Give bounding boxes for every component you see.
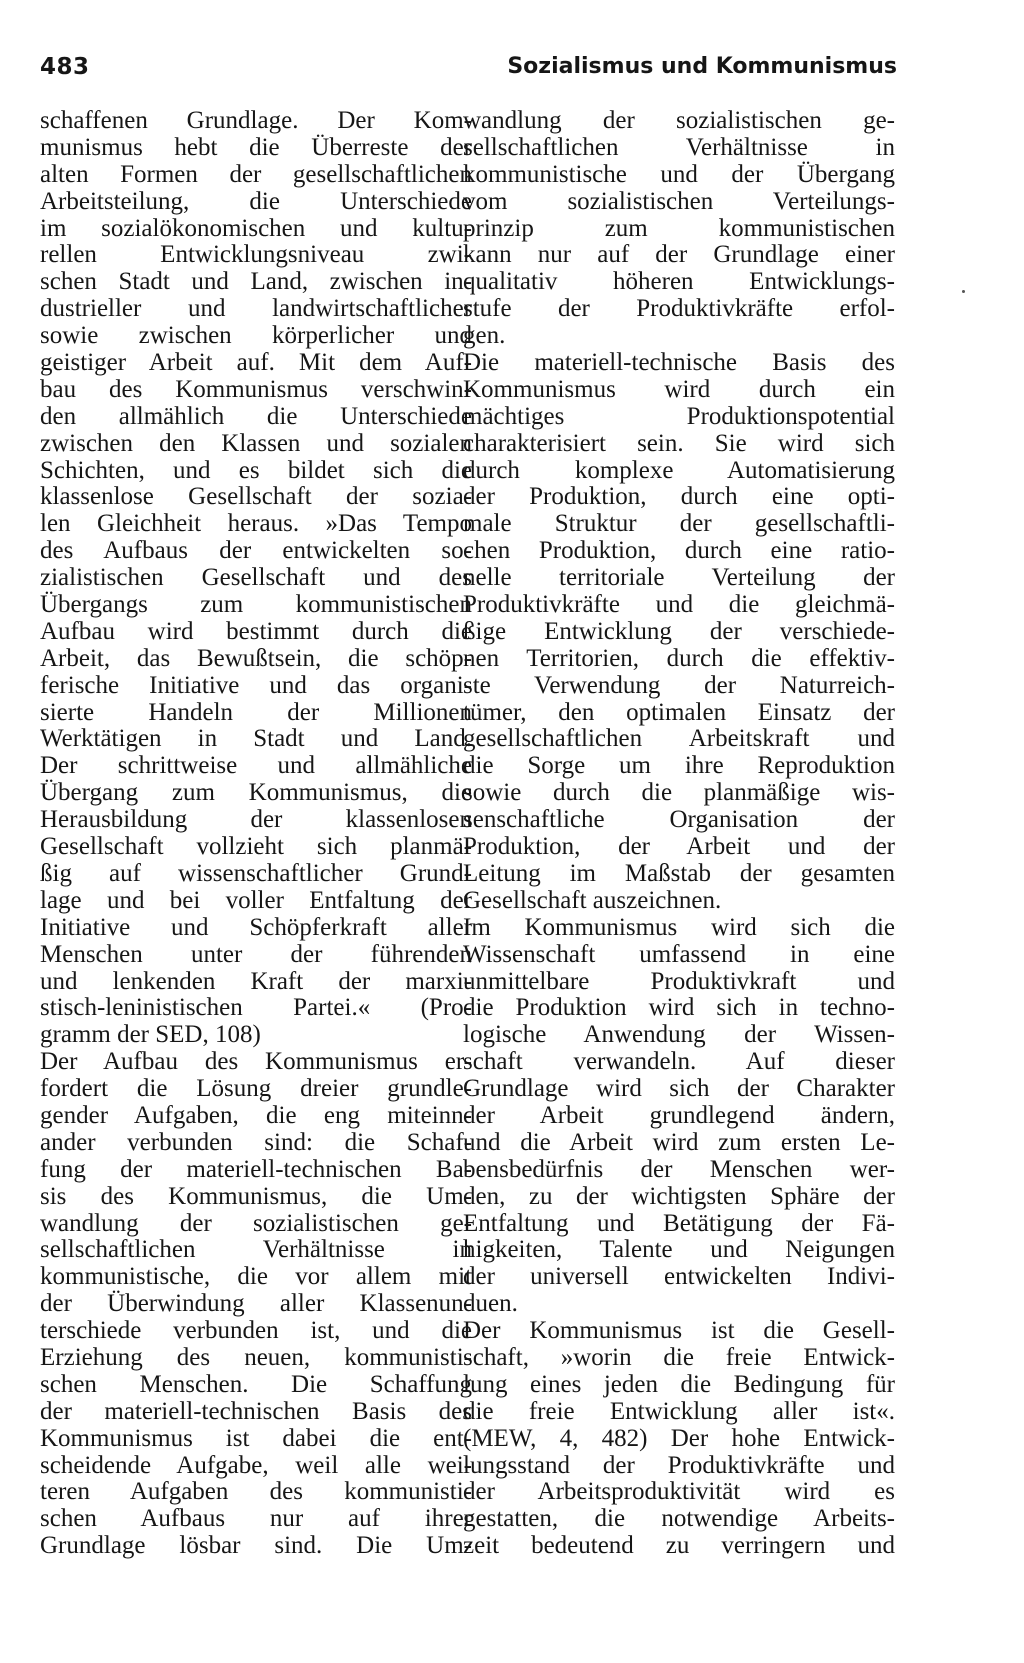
text-line: terschiede verbunden ist, und die <box>40 1317 472 1345</box>
text-line: die Produktion wird sich in techno- <box>463 994 895 1022</box>
text-line: der Arbeitsproduktivität wird es <box>463 1478 895 1506</box>
text-line: schen Menschen. Die Schaffung <box>40 1370 472 1398</box>
text-line: (MEW, 4, 482) Der hohe Entwick- <box>463 1424 895 1452</box>
text-line: kommunistische und der Übergang <box>463 160 895 188</box>
text-line: prinzip zum kommunistischen <box>463 214 895 242</box>
text-line: gesellschaftlichen Arbeitskraft und <box>463 725 895 753</box>
text-line: lage und bei voller Entfaltung der <box>40 886 472 914</box>
page-number: 483 <box>40 54 90 80</box>
text-line: die freie Entwicklung aller ist«. <box>463 1397 895 1425</box>
text-line: bau des Kommunismus verschwin- <box>40 375 472 403</box>
text-line: Erziehung des neuen, kommunisti- <box>40 1343 472 1371</box>
text-line: tümer, den optimalen Einsatz der <box>463 698 895 726</box>
text-line: ste Verwendung der Naturreich- <box>463 671 895 699</box>
text-line: der Produktion, durch eine opti- <box>463 483 895 511</box>
text-line: schaft verwandeln. Auf dieser <box>463 1048 895 1076</box>
text-line: Der Kommunismus ist die Gesell- <box>463 1317 895 1345</box>
right-column <box>463 108 895 1560</box>
text-line: Die materiell-technische Basis des <box>463 349 895 377</box>
text-line: Der schrittweise und allmähliche <box>40 752 472 780</box>
text-line: mächtiges Produktionspotential <box>463 402 895 430</box>
text-line: schen Stadt und Land, zwischen in- <box>40 268 472 296</box>
text-line: wandlung der sozialistischen ge- <box>40 1209 472 1237</box>
text-line: len Gleichheit heraus. »Das Tempo <box>40 510 472 538</box>
text-line: Der Aufbau des Kommunismus er- <box>40 1048 472 1076</box>
text-line: sellschaftlichen Verhältnisse in <box>40 1236 472 1264</box>
text-line: gestatten, die notwendige Arbeits- <box>463 1505 895 1533</box>
text-line: Wissenschaft umfassend in eine <box>463 940 895 968</box>
text-line: alten Formen der gesellschaftlichen <box>40 160 472 188</box>
text-line: der materiell-technischen Basis des <box>40 1397 472 1425</box>
text-line: Gesellschaft vollzieht sich planmä- <box>40 833 472 861</box>
text-line: nelle territoriale Verteilung der <box>463 564 895 592</box>
text-line: der Arbeit grundlegend ändern, <box>463 1101 895 1129</box>
text-line: Grundlage lösbar sind. Die Um- <box>40 1532 472 1560</box>
text-line: des Aufbaus der entwickelten so- <box>40 537 472 565</box>
text-line: gen. <box>463 322 506 350</box>
text-line: sellschaftlichen Verhältnisse in <box>463 133 895 161</box>
text-line: sowie durch die planmäßige wis- <box>463 779 895 807</box>
text-line: schen Aufbaus nur auf ihrer <box>40 1505 472 1533</box>
text-line: durch komplexe Automatisierung <box>463 456 895 484</box>
text-line: dustrieller und landwirtschaftlicher <box>40 295 472 323</box>
text-line: kann nur auf der Grundlage einer <box>463 241 895 269</box>
text-line: Menschen unter der führenden <box>40 940 472 968</box>
text-line: higkeiten, Talente und Neigungen <box>463 1236 895 1264</box>
text-line: unmittelbare Produktivkraft und <box>463 967 895 995</box>
text-line: lung eines jeden die Bedingung für <box>463 1370 895 1398</box>
text-line: Im Kommunismus wird sich die <box>463 913 895 941</box>
text-line: Arbeit, das Bewußtsein, die schöp- <box>40 644 472 672</box>
text-line: qualitativ höheren Entwicklungs- <box>463 268 895 296</box>
text-line: Leitung im Maßstab der gesamten <box>463 859 895 887</box>
text-line: Produktion, der Arbeit und der <box>463 833 895 861</box>
text-line: scheidende Aufgabe, weil alle wei- <box>40 1451 472 1479</box>
text-line: duen. <box>463 1290 518 1318</box>
text-line: klassenlose Gesellschaft der sozia- <box>40 483 472 511</box>
text-line: Kommunismus ist dabei die ent- <box>40 1424 472 1452</box>
text-line: geistiger Arbeit auf. Mit dem Auf- <box>40 349 472 377</box>
text-line: Initiative und Schöpferkraft aller <box>40 913 472 941</box>
text-line: Grundlage wird sich der Charakter <box>463 1075 895 1103</box>
text-line: der Überwindung aller Klassenun- <box>40 1290 472 1318</box>
text-line: lungsstand der Produktivkräfte und <box>463 1451 895 1479</box>
text-line: zialistischen Gesellschaft und des <box>40 564 472 592</box>
text-line: ferische Initiative und das organi- <box>40 671 472 699</box>
text-line: nen Territorien, durch die effektiv- <box>463 644 895 672</box>
text-line: den, zu der wichtigsten Sphäre der <box>463 1182 895 1210</box>
text-line: Entfaltung und Betätigung der Fä- <box>463 1209 895 1237</box>
text-line: charakterisiert sein. Sie wird sich <box>463 429 895 457</box>
left-column <box>40 108 472 1560</box>
text-line: fordert die Lösung dreier grundle- <box>40 1075 472 1103</box>
text-line: den allmählich die Unterschiede <box>40 402 472 430</box>
text-line: schaft, »worin die freie Entwick- <box>463 1343 895 1371</box>
text-line: zeit bedeutend zu verringern und <box>463 1532 895 1560</box>
text-line: ßige Entwicklung der verschiede- <box>463 617 895 645</box>
text-line: Übergang zum Kommunismus, die <box>40 779 472 807</box>
text-line: kommunistische, die vor allem mit <box>40 1263 472 1291</box>
text-line: Arbeitsteilung, die Unterschiede <box>40 187 472 215</box>
text-line: und lenkenden Kraft der marxi- <box>40 967 472 995</box>
text-line: vom sozialistischen Verteilungs- <box>463 187 895 215</box>
text-line: Schichten, und es bildet sich die <box>40 456 472 484</box>
text-line: senschaftliche Organisation der <box>463 806 895 834</box>
text-line: Produktivkräfte und die gleichmä- <box>463 591 895 619</box>
text-line: Kommunismus wird durch ein <box>463 375 895 403</box>
scan-speck <box>962 290 965 293</box>
text-line: der universell entwickelten Indivi- <box>463 1263 895 1291</box>
text-line: sierte Handeln der Millionen <box>40 698 472 726</box>
text-line: ander verbunden sind: die Schaf- <box>40 1128 472 1156</box>
running-title: Sozialismus und Kommunismus <box>507 54 897 79</box>
text-line: ßig auf wissenschaftlicher Grund- <box>40 859 472 887</box>
text-line: stisch-leninistischen Partei.« (Pro- <box>40 994 472 1022</box>
text-line: Aufbau wird bestimmt durch die <box>40 617 472 645</box>
text-line: und die Arbeit wird zum ersten Le- <box>463 1128 895 1156</box>
text-line: schaffenen Grundlage. Der Kom- <box>40 107 472 134</box>
text-line: Gesellschaft auszeichnen. <box>463 886 722 914</box>
text-line: chen Produktion, durch eine ratio- <box>463 537 895 565</box>
text-line: sis des Kommunismus, die Um- <box>40 1182 472 1210</box>
text-line: wandlung der sozialistischen ge- <box>463 107 895 134</box>
text-line: die Sorge um ihre Reproduktion <box>463 752 895 780</box>
text-line: zwischen den Klassen und sozialen <box>40 429 472 457</box>
text-line: gramm der SED, 108) <box>40 1021 261 1049</box>
text-line: munismus hebt die Überreste der <box>40 133 472 161</box>
text-line: bensbedürfnis der Menschen wer- <box>463 1155 895 1183</box>
text-line: rellen Entwicklungsniveau zwi- <box>40 241 472 269</box>
text-line: sowie zwischen körperlicher und <box>40 322 472 350</box>
text-line: logische Anwendung der Wissen- <box>463 1021 895 1049</box>
text-line: teren Aufgaben des kommunisti- <box>40 1478 472 1506</box>
text-line: Werktätigen in Stadt und Land. <box>40 725 472 753</box>
text-line: Übergangs zum kommunistischen <box>40 591 472 619</box>
text-line: fung der materiell-technischen Ba- <box>40 1155 472 1183</box>
text-line: Herausbildung der klassenlosen <box>40 806 472 834</box>
text-line: male Struktur der gesellschaftli- <box>463 510 895 538</box>
text-line: gender Aufgaben, die eng miteinn- <box>40 1101 472 1129</box>
text-line: im sozialökonomischen und kultu- <box>40 214 472 242</box>
text-line: stufe der Produktivkräfte erfol- <box>463 295 895 323</box>
